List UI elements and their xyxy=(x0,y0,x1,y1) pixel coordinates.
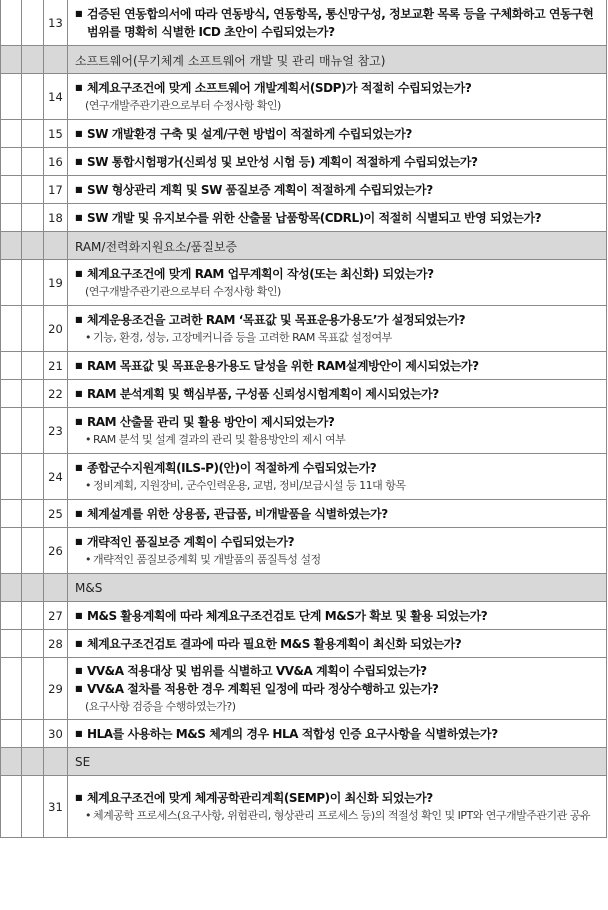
question-text xyxy=(75,385,600,403)
sub-criterion xyxy=(75,329,600,347)
item-number: 29 xyxy=(44,658,68,719)
item-number: 15 xyxy=(44,120,68,147)
item-content xyxy=(68,176,607,203)
check-cell[interactable] xyxy=(22,120,44,147)
item-content xyxy=(68,528,607,573)
check-cell[interactable] xyxy=(22,528,44,573)
checklist-row xyxy=(0,260,607,306)
question-text xyxy=(75,607,600,625)
square-bullet-icon: ■ xyxy=(75,793,83,802)
check-cell[interactable] xyxy=(22,74,44,119)
check-cell[interactable] xyxy=(0,176,22,203)
square-bullet-icon: ■ xyxy=(75,666,83,675)
question-text xyxy=(75,725,600,743)
question-label: VV&A 적용대상 및 범위를 식별하고 VV&A 계획이 수립되었는가? xyxy=(87,664,427,678)
checklist-row xyxy=(0,528,607,574)
section-title: SE xyxy=(68,748,607,775)
check-cell[interactable] xyxy=(22,0,44,45)
square-bullet-icon: ■ xyxy=(75,729,83,738)
item-content xyxy=(68,74,607,119)
check-cell[interactable] xyxy=(22,720,44,747)
checklist-row xyxy=(0,380,607,408)
item-number: 28 xyxy=(44,630,68,657)
question-text xyxy=(75,789,600,807)
check-cell[interactable] xyxy=(0,408,22,453)
item-content xyxy=(68,776,607,837)
sub-criterion xyxy=(75,807,600,825)
section-header-row xyxy=(0,748,607,776)
item-number: 23 xyxy=(44,408,68,453)
question-text xyxy=(75,635,600,653)
square-bullet-icon: ■ xyxy=(75,185,83,194)
note-text: (요구사항 검증을 수행하였는가?) xyxy=(85,700,236,713)
item-content xyxy=(68,630,607,657)
check-cell[interactable] xyxy=(22,408,44,453)
check-cell[interactable] xyxy=(22,232,44,259)
item-number: 30 xyxy=(44,720,68,747)
question-label: VV&A 절차를 적용한 경우 계획된 일정에 따라 정상수행하고 있는가? xyxy=(87,682,439,696)
sub-criterion-label: RAM 분석 및 설계 결과의 관리 및 활용방안의 제시 여부 xyxy=(93,433,346,446)
check-cell[interactable] xyxy=(22,352,44,379)
item-number: 24 xyxy=(44,454,68,499)
section-header-row xyxy=(0,574,607,602)
section-header-row xyxy=(0,46,607,74)
checklist-row xyxy=(0,204,607,232)
question-text xyxy=(75,79,600,97)
square-bullet-icon: ■ xyxy=(75,129,83,138)
question-label: 체계운용조건을 고려한 RAM ‘목표값 및 목표운용가용도’가 설정되었는가? xyxy=(87,313,466,327)
question-label: RAM 분석계획 및 핵심부품, 구성품 신뢰성시험계획이 제시되었는가? xyxy=(87,387,439,401)
checklist-row xyxy=(0,454,607,500)
check-cell[interactable] xyxy=(0,260,22,305)
check-cell[interactable] xyxy=(0,630,22,657)
question-text xyxy=(75,413,600,431)
question-text xyxy=(75,680,600,698)
item-number: 16 xyxy=(44,148,68,175)
dot-bullet-icon: • xyxy=(85,479,91,492)
square-bullet-icon: ■ xyxy=(75,213,83,222)
check-cell[interactable] xyxy=(0,352,22,379)
check-cell[interactable] xyxy=(0,602,22,629)
item-content xyxy=(68,454,607,499)
question-label: 체계요구조건에 맞게 체계공학관리계획(SEMP)이 최신화 되었는가? xyxy=(87,791,433,805)
item-content xyxy=(68,260,607,305)
question-label: RAM 산출물 관리 및 활용 방안이 제시되었는가? xyxy=(87,415,335,429)
check-cell[interactable] xyxy=(22,574,44,601)
sub-criterion xyxy=(75,477,600,495)
square-bullet-icon: ■ xyxy=(75,361,83,370)
checklist-row xyxy=(0,720,607,748)
check-cell[interactable] xyxy=(22,306,44,351)
question-text xyxy=(75,265,600,283)
check-cell[interactable] xyxy=(0,306,22,351)
question-text xyxy=(75,311,600,329)
check-cell[interactable] xyxy=(22,260,44,305)
square-bullet-icon: ■ xyxy=(75,389,83,398)
question-label: HLA를 사용하는 M&S 체계의 경우 HLA 적합성 인증 요구사항을 식별하였는가? xyxy=(87,727,498,741)
question-label: 개략적인 품질보증 계획이 수립되었는가? xyxy=(87,535,295,549)
check-cell[interactable] xyxy=(0,454,22,499)
question-label: SW 통합시험평가(신뢰성 및 보안성 시험 등) 계획이 적절하게 수립되었는가? xyxy=(87,155,478,169)
square-bullet-icon: ■ xyxy=(75,83,83,92)
question-text xyxy=(75,357,600,375)
check-cell[interactable] xyxy=(0,0,22,45)
checklist-row xyxy=(0,0,607,46)
item-content xyxy=(68,602,607,629)
item-number xyxy=(44,46,68,73)
question-label: 종합군수지원계획(ILS-P)(안)이 적절하게 수립되었는가? xyxy=(87,461,377,475)
question-label: RAM 목표값 및 목표운용가용도 달성을 위한 RAM설계방안이 제시되었는가? xyxy=(87,359,479,373)
checklist-row xyxy=(0,776,607,838)
item-number: 19 xyxy=(44,260,68,305)
check-cell[interactable] xyxy=(22,500,44,527)
item-number: 18 xyxy=(44,204,68,231)
check-cell[interactable] xyxy=(0,658,22,719)
item-content xyxy=(68,380,607,407)
check-cell[interactable] xyxy=(22,148,44,175)
item-number: 14 xyxy=(44,74,68,119)
check-cell[interactable] xyxy=(22,46,44,73)
dot-bullet-icon: • xyxy=(85,553,91,566)
checklist-row xyxy=(0,306,607,352)
square-bullet-icon: ■ xyxy=(75,537,83,546)
question-text xyxy=(75,459,600,477)
square-bullet-icon: ■ xyxy=(75,509,83,518)
sub-criterion-label: 체계공학 프로세스(요구사항, 위험관리, 형상관리 프로세스 등)의 적절성 확인 및 IPT와 연구개발주관기관 공유 xyxy=(93,809,591,822)
question-label: 체계요구조건에 맞게 소프트웨어 개발계획서(SDP)가 적절히 수립되었는가? xyxy=(87,81,472,95)
sub-criterion xyxy=(75,431,600,449)
question-text xyxy=(75,505,600,523)
item-number: 20 xyxy=(44,306,68,351)
check-cell[interactable] xyxy=(22,776,44,837)
question-text xyxy=(75,662,600,680)
square-bullet-icon: ■ xyxy=(75,684,83,693)
square-bullet-icon: ■ xyxy=(75,417,83,426)
item-number: 25 xyxy=(44,500,68,527)
question-text xyxy=(75,5,600,41)
square-bullet-icon: ■ xyxy=(75,157,83,166)
item-content xyxy=(68,204,607,231)
item-number: 26 xyxy=(44,528,68,573)
check-cell[interactable] xyxy=(0,776,22,837)
item-content xyxy=(68,306,607,351)
check-cell[interactable] xyxy=(0,380,22,407)
item-content xyxy=(68,352,607,379)
section-header-row xyxy=(0,232,607,260)
square-bullet-icon: ■ xyxy=(75,611,83,620)
check-cell[interactable] xyxy=(22,454,44,499)
check-cell[interactable] xyxy=(22,204,44,231)
dot-bullet-icon: • xyxy=(85,809,91,822)
check-cell[interactable] xyxy=(0,120,22,147)
item-content xyxy=(68,500,607,527)
question-text xyxy=(75,125,600,143)
question-label: SW 개발환경 구축 및 설계/구현 방법이 적절하게 수립되었는가? xyxy=(87,127,412,141)
square-bullet-icon: ■ xyxy=(75,269,83,278)
checklist-row xyxy=(0,630,607,658)
question-label: 체계설계를 위한 상용품, 관급품, 비개발품을 식별하였는가? xyxy=(87,507,388,521)
note-text: (연구개발주관기관으로부터 수정사항 확인) xyxy=(85,285,281,298)
question-text xyxy=(75,181,600,199)
item-number: 17 xyxy=(44,176,68,203)
square-bullet-icon: ■ xyxy=(75,315,83,324)
question-label: SW 개발 및 유지보수를 위한 산출물 납품항목(CDRL)이 적절히 식별되고 반영 되었는가? xyxy=(87,211,542,225)
dot-bullet-icon: • xyxy=(85,433,91,446)
checklist-row xyxy=(0,500,607,528)
check-cell[interactable] xyxy=(0,748,22,775)
item-number: 22 xyxy=(44,380,68,407)
section-title: 소프트웨어(무기체계 소프트웨어 개발 및 관리 매뉴얼 참고) xyxy=(68,46,607,73)
question-label: 체계요구조건에 맞게 RAM 업무계획이 작성(또는 최신화) 되었는가? xyxy=(87,267,434,281)
check-cell[interactable] xyxy=(0,500,22,527)
square-bullet-icon: ■ xyxy=(75,9,83,18)
check-cell[interactable] xyxy=(0,148,22,175)
check-cell[interactable] xyxy=(0,204,22,231)
question-label: SW 형상관리 계획 및 SW 품질보증 계획이 적절하게 수립되었는가? xyxy=(87,183,433,197)
sub-criterion-label: 기능, 환경, 성능, 고장메커니즘 등을 고려한 RAM 목표값 설정여부 xyxy=(93,331,392,344)
check-cell[interactable] xyxy=(22,602,44,629)
note-text: (연구개발주관기관으로부터 수정사항 확인) xyxy=(85,99,281,112)
item-content xyxy=(68,120,607,147)
item-content xyxy=(68,148,607,175)
question-label: 검증된 연동합의서에 따라 연동방식, 연동항목, 통신망구성, 정보교환 목록 등을 구체화하고 연동구현 범위를 명확히 식별한 ICD 초안이 수립되었는가? xyxy=(87,7,594,39)
question-label: 체계요구조건검토 결과에 따라 필요한 M&S 활용계획이 최신화 되었는가? xyxy=(87,637,462,651)
item-number xyxy=(44,232,68,259)
item-number: 21 xyxy=(44,352,68,379)
checklist-row xyxy=(0,658,607,720)
item-content xyxy=(68,720,607,747)
sub-criterion-label: 개략적인 품질보증계획 및 개발품의 품질특성 설정 xyxy=(93,553,321,566)
check-cell[interactable] xyxy=(0,574,22,601)
check-cell[interactable] xyxy=(22,176,44,203)
square-bullet-icon: ■ xyxy=(75,639,83,648)
checklist-row xyxy=(0,352,607,380)
question-label: M&S 활용계획에 따라 체계요구조건검토 단계 M&S가 확보 및 활용 되었는가? xyxy=(87,609,488,623)
item-number: 27 xyxy=(44,602,68,629)
item-content xyxy=(68,658,607,719)
check-cell[interactable] xyxy=(22,658,44,719)
item-number: 13 xyxy=(44,0,68,45)
section-title: RAM/전력화지원요소/품질보증 xyxy=(68,232,607,259)
check-cell[interactable] xyxy=(0,232,22,259)
sub-criterion-label: 정비계획, 지원장비, 군수인력운용, 교범, 정비/보급시설 등 11대 항목 xyxy=(93,479,406,492)
check-cell[interactable] xyxy=(22,380,44,407)
checklist-row xyxy=(0,602,607,630)
item-number: 31 xyxy=(44,776,68,837)
check-cell[interactable] xyxy=(0,74,22,119)
item-content xyxy=(68,408,607,453)
section-title: M&S xyxy=(68,574,607,601)
checklist-row xyxy=(0,120,607,148)
checklist-row xyxy=(0,148,607,176)
checklist-row xyxy=(0,176,607,204)
item-number xyxy=(44,574,68,601)
question-text xyxy=(75,533,600,551)
question-text xyxy=(75,209,600,227)
dot-bullet-icon: • xyxy=(85,331,91,344)
check-cell[interactable] xyxy=(0,528,22,573)
question-text xyxy=(75,153,600,171)
check-cell[interactable] xyxy=(22,748,44,775)
checklist-row xyxy=(0,74,607,120)
check-cell[interactable] xyxy=(0,720,22,747)
square-bullet-icon: ■ xyxy=(75,463,83,472)
check-cell[interactable] xyxy=(22,630,44,657)
check-cell[interactable] xyxy=(0,46,22,73)
item-content xyxy=(68,0,607,45)
checklist-row xyxy=(0,408,607,454)
sub-criterion xyxy=(75,551,600,569)
item-number xyxy=(44,748,68,775)
